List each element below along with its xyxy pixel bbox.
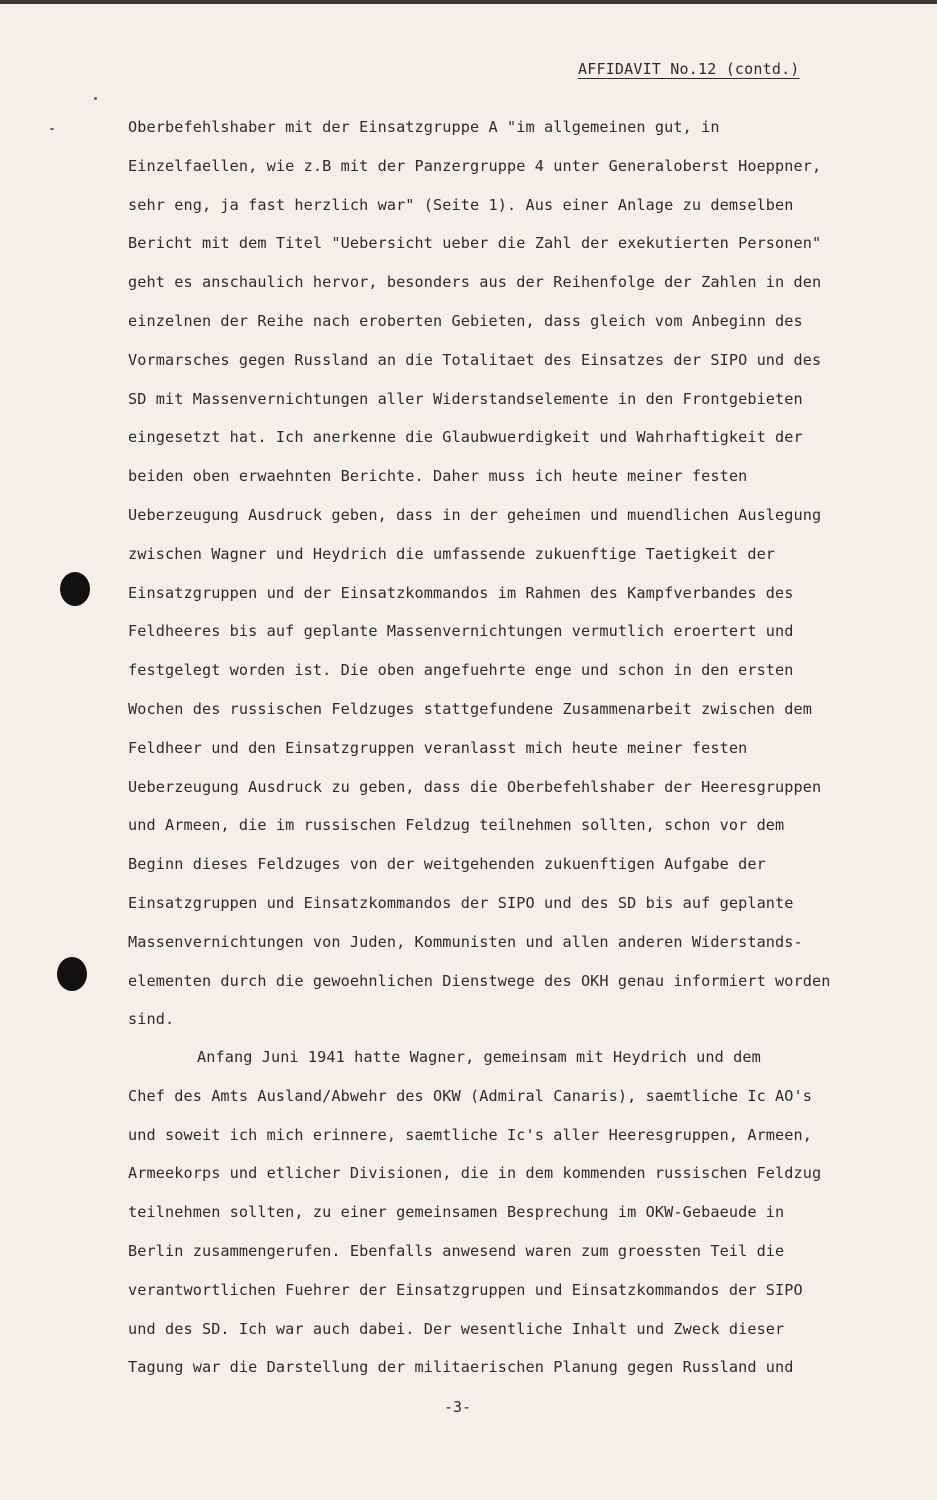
text-line: Ueberzeugung Ausdruck zu geben, dass die Oberbefehlshaber der Heeresgruppen <box>128 777 822 796</box>
text-line: Bericht mit dem Titel "Uebersicht ueber die Zahl der exekutierten Personen" <box>128 234 822 253</box>
text-line: geht es anschaulich hervor, besonders aus der Reihenfolge der Zahlen in den <box>128 273 822 292</box>
text-line: beiden oben erwaehnten Berichte. Daher muss ich heute meiner festen <box>128 467 748 486</box>
scan-speck <box>50 128 54 130</box>
text-line: SD mit Massenvernichtungen aller Widerstandselemente in den Frontgebieten <box>128 389 803 408</box>
paragraph-1 <box>128 108 868 1039</box>
page-number: -3- <box>444 1398 472 1416</box>
text-line: Oberbefehlshaber mit der Einsatzgruppe A "im allgemeinen gut, in <box>128 118 720 136</box>
text-line: Wochen des russischen Feldzuges stattgefundene Zusammenarbeit zwischen dem <box>128 699 813 718</box>
text-line: Tagung war die Darstellung der militaerischen Planung gegen Russland und <box>128 1358 794 1377</box>
text-line: Ueberzeugung Ausdruck geben, dass in der geheimen und muendlichen Auslegung <box>128 505 822 524</box>
text-line: und Armeen, die im russischen Feldzug teilnehmen sollten, schon vor dem <box>128 816 785 835</box>
paragraph-2 <box>128 1038 868 1387</box>
text-line: Berlin zusammengerufen. Ebenfalls anwesend waren zum groessten Teil die <box>128 1241 785 1260</box>
text-line: Beginn dieses Feldzuges von der weitgehenden zukuenftigen Aufgabe der <box>128 855 766 874</box>
punch-hole <box>57 957 87 991</box>
text-line: Chef des Amts Ausland/Abwehr des OKW (Admiral Canaris), saemtliche Ic AO's <box>128 1086 813 1105</box>
scan-top-edge <box>0 0 937 4</box>
text-line: und des SD. Ich war auch dabei. Der wesentliche Inhalt und Zweck dieser <box>128 1319 785 1338</box>
text-line: Anfang Juni 1941 hatte Wagner, gemeinsam mit Heydrich und dem <box>197 1048 761 1066</box>
text-line: festgelegt worden ist. Die oben angefuehrte enge und schon in den ersten <box>128 661 794 680</box>
text-line: Feldheeres bis auf geplante Massenvernichtungen vermutlich eroertert und <box>128 622 794 641</box>
scan-speck <box>94 97 97 100</box>
text-line: Vormarsches gegen Russland an die Totalitaet des Einsatzes der SIPO und des <box>128 350 822 369</box>
text-line: einzelnen der Reihe nach eroberten Gebieten, dass gleich vom Anbeginn des <box>128 311 803 330</box>
text-line: sehr eng, ja fast herzlich war" (Seite 1). Aus einer Anlage zu demselben <box>128 195 794 214</box>
text-line: zwischen Wagner und Heydrich die umfassende zukuenftige Taetigkeit der <box>128 544 776 563</box>
text-line: sind. <box>128 1010 175 1029</box>
text-line: elementen durch die gewoehnlichen Dienstwege des OKH genau informiert worden <box>128 971 831 990</box>
text-line: Einsatzgruppen und Einsatzkommandos der SIPO und des SD bis auf geplante <box>128 893 794 912</box>
affidavit-heading: AFFIDAVIT No.12 (contd.) <box>578 60 800 78</box>
text-line: Feldheer und den Einsatzgruppen veranlasst mich heute meiner festen <box>128 738 748 757</box>
text-line: Einsatzgruppen und der Einsatzkommandos im Rahmen des Kampfverbandes des <box>128 583 794 602</box>
text-line: verantwortlichen Fuehrer der Einsatzgruppen und Einsatzkommandos der SIPO <box>128 1280 803 1299</box>
text-line: und soweit ich mich erinnere, saemtliche Ic's aller Heeresgruppen, Armeen, <box>128 1125 813 1144</box>
text-line: Massenvernichtungen von Juden, Kommunisten und allen anderen Widerstands- <box>128 932 803 951</box>
text-line: Einzelfaellen, wie z.B mit der Panzergruppe 4 unter Generaloberst Hoeppner, <box>128 156 822 175</box>
text-line: Armeekorps und etlicher Divisionen, die in dem kommenden russischen Feldzug <box>128 1164 822 1183</box>
text-line: teilnehmen sollten, zu einer gemeinsamen Besprechung im OKW-Gebaeude in <box>128 1203 785 1222</box>
text-line: eingesetzt hat. Ich anerkenne die Glaubwuerdigkeit und Wahrhaftigkeit der <box>128 428 803 447</box>
punch-hole <box>60 572 90 606</box>
